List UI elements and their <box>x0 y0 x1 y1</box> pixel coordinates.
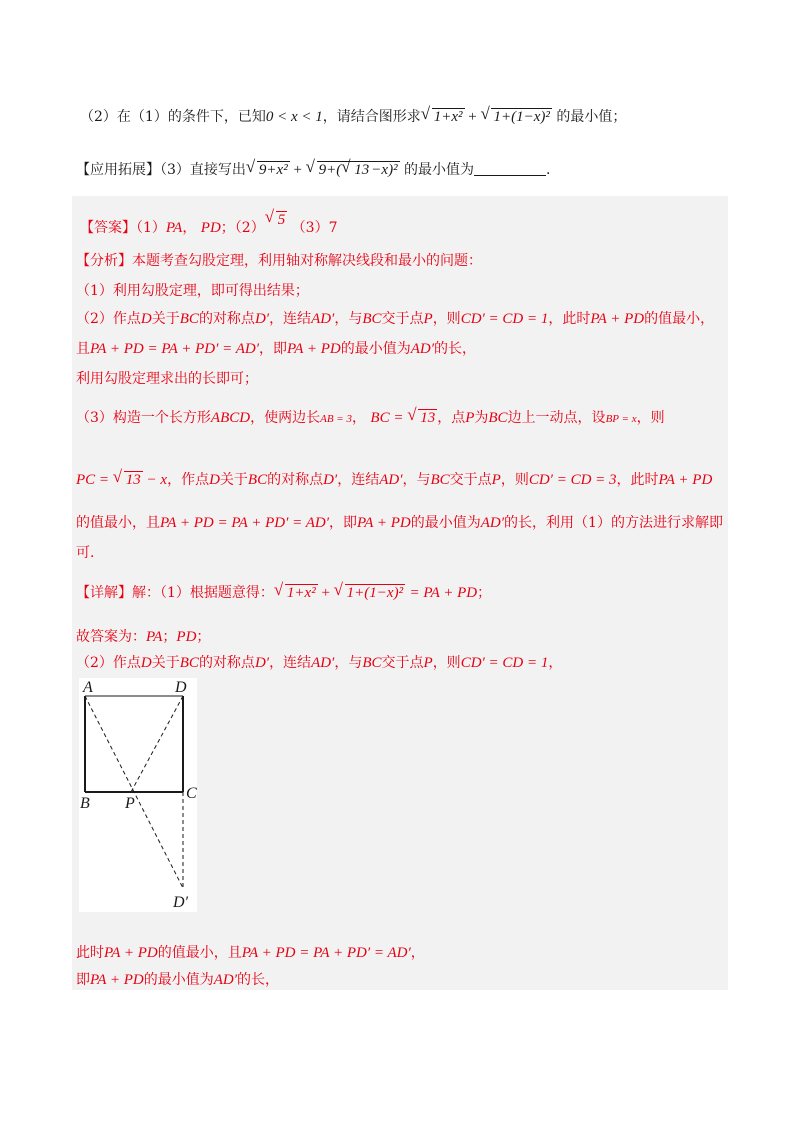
label-c: C <box>186 785 197 802</box>
question-3: 【应用拓展】（3）直接写出√ 9+x² + √ 9+(√ 13 −x)² 的最小值为 . <box>76 160 550 180</box>
label-a: A <box>83 679 93 696</box>
sqrt-term-2: √ 1+(1−x)² <box>482 107 551 127</box>
label-d: D <box>175 679 187 696</box>
sqrt-term-3a: √ 9+x² <box>248 160 290 180</box>
label-b: B <box>80 795 90 812</box>
sqrt-term-1: √ 1+x² <box>423 107 465 127</box>
segment-pd <box>131 696 183 792</box>
detail-step-5: 即PA + PD的最小值为AD′的长， <box>76 972 280 988</box>
figure-svg <box>79 678 197 912</box>
analysis-step-7: 的值最小，且PA + PD = PA + PD′ = AD′，即PA + PD的最小值为AD′的长，利用（1）的方法进行求解即 <box>76 515 723 531</box>
label-d-prime: D′ <box>173 894 189 911</box>
question-2: （2）在（1）的条件下，已知0 < x < 1，请结合图形求√ 1+x² + √ 1+(1−x)² 的最小值； <box>80 107 626 127</box>
analysis-intro: 【分析】本题考查勾股定理，利用轴对称解决线段和最小的问题： <box>76 253 482 269</box>
sqrt-term-3b: √ 9+(√ 13 −x)² <box>308 160 400 180</box>
geometry-figure <box>79 678 197 912</box>
analysis-step-5: （3）构造一个长方形ABCD，使两边长AB = 3， BC = √ 13 ，点P为BC边上一动点，设BP = x，则 <box>76 408 665 429</box>
detail-step-1: 【详解】解：（1）根据题意得：√ 1+x² + √ 1+(1−x)² = PA + PD； <box>76 583 491 603</box>
analysis-step-4: 利用勾股定理求出的长即可； <box>76 371 258 387</box>
analysis-step-1: （1）利用勾股定理，即可得出结果； <box>76 283 309 299</box>
analysis-step-6: PC = √ 13 − x，作点D关于BC的对称点D′，连结AD′，与BC交于点P，则CD′ = CD = 3，此时PA + PD <box>76 470 712 490</box>
detail-step-2: 故答案为：PA；PD； <box>76 629 211 645</box>
detail-step-4: 此时PA + PD的值最小，且PA + PD = PA + PD′ = AD′， <box>76 945 425 961</box>
analysis-step-2: （2）作点D关于BC的对称点D′，连结AD′，与BC交于点P，则CD′ = CD = 1，此时PA + PD的值最小， <box>76 311 715 327</box>
detail-step-3: （2）作点D关于BC的对称点D′，连结AD′，与BC交于点P，则CD′ = CD = 1， <box>76 655 563 671</box>
condition: 0 < x < 1 <box>265 109 323 125</box>
answer-line: 【答案】（1）PA， PD；（2）√ 5 （3）7 <box>80 210 337 238</box>
answer-blank <box>474 161 546 176</box>
label-p: P <box>125 795 135 812</box>
analysis-step-8: 可. <box>76 545 95 561</box>
analysis-step-3: 且PA + PD = PA + PD′ = AD′，即PA + PD的最小值为AD′的长， <box>76 341 477 357</box>
